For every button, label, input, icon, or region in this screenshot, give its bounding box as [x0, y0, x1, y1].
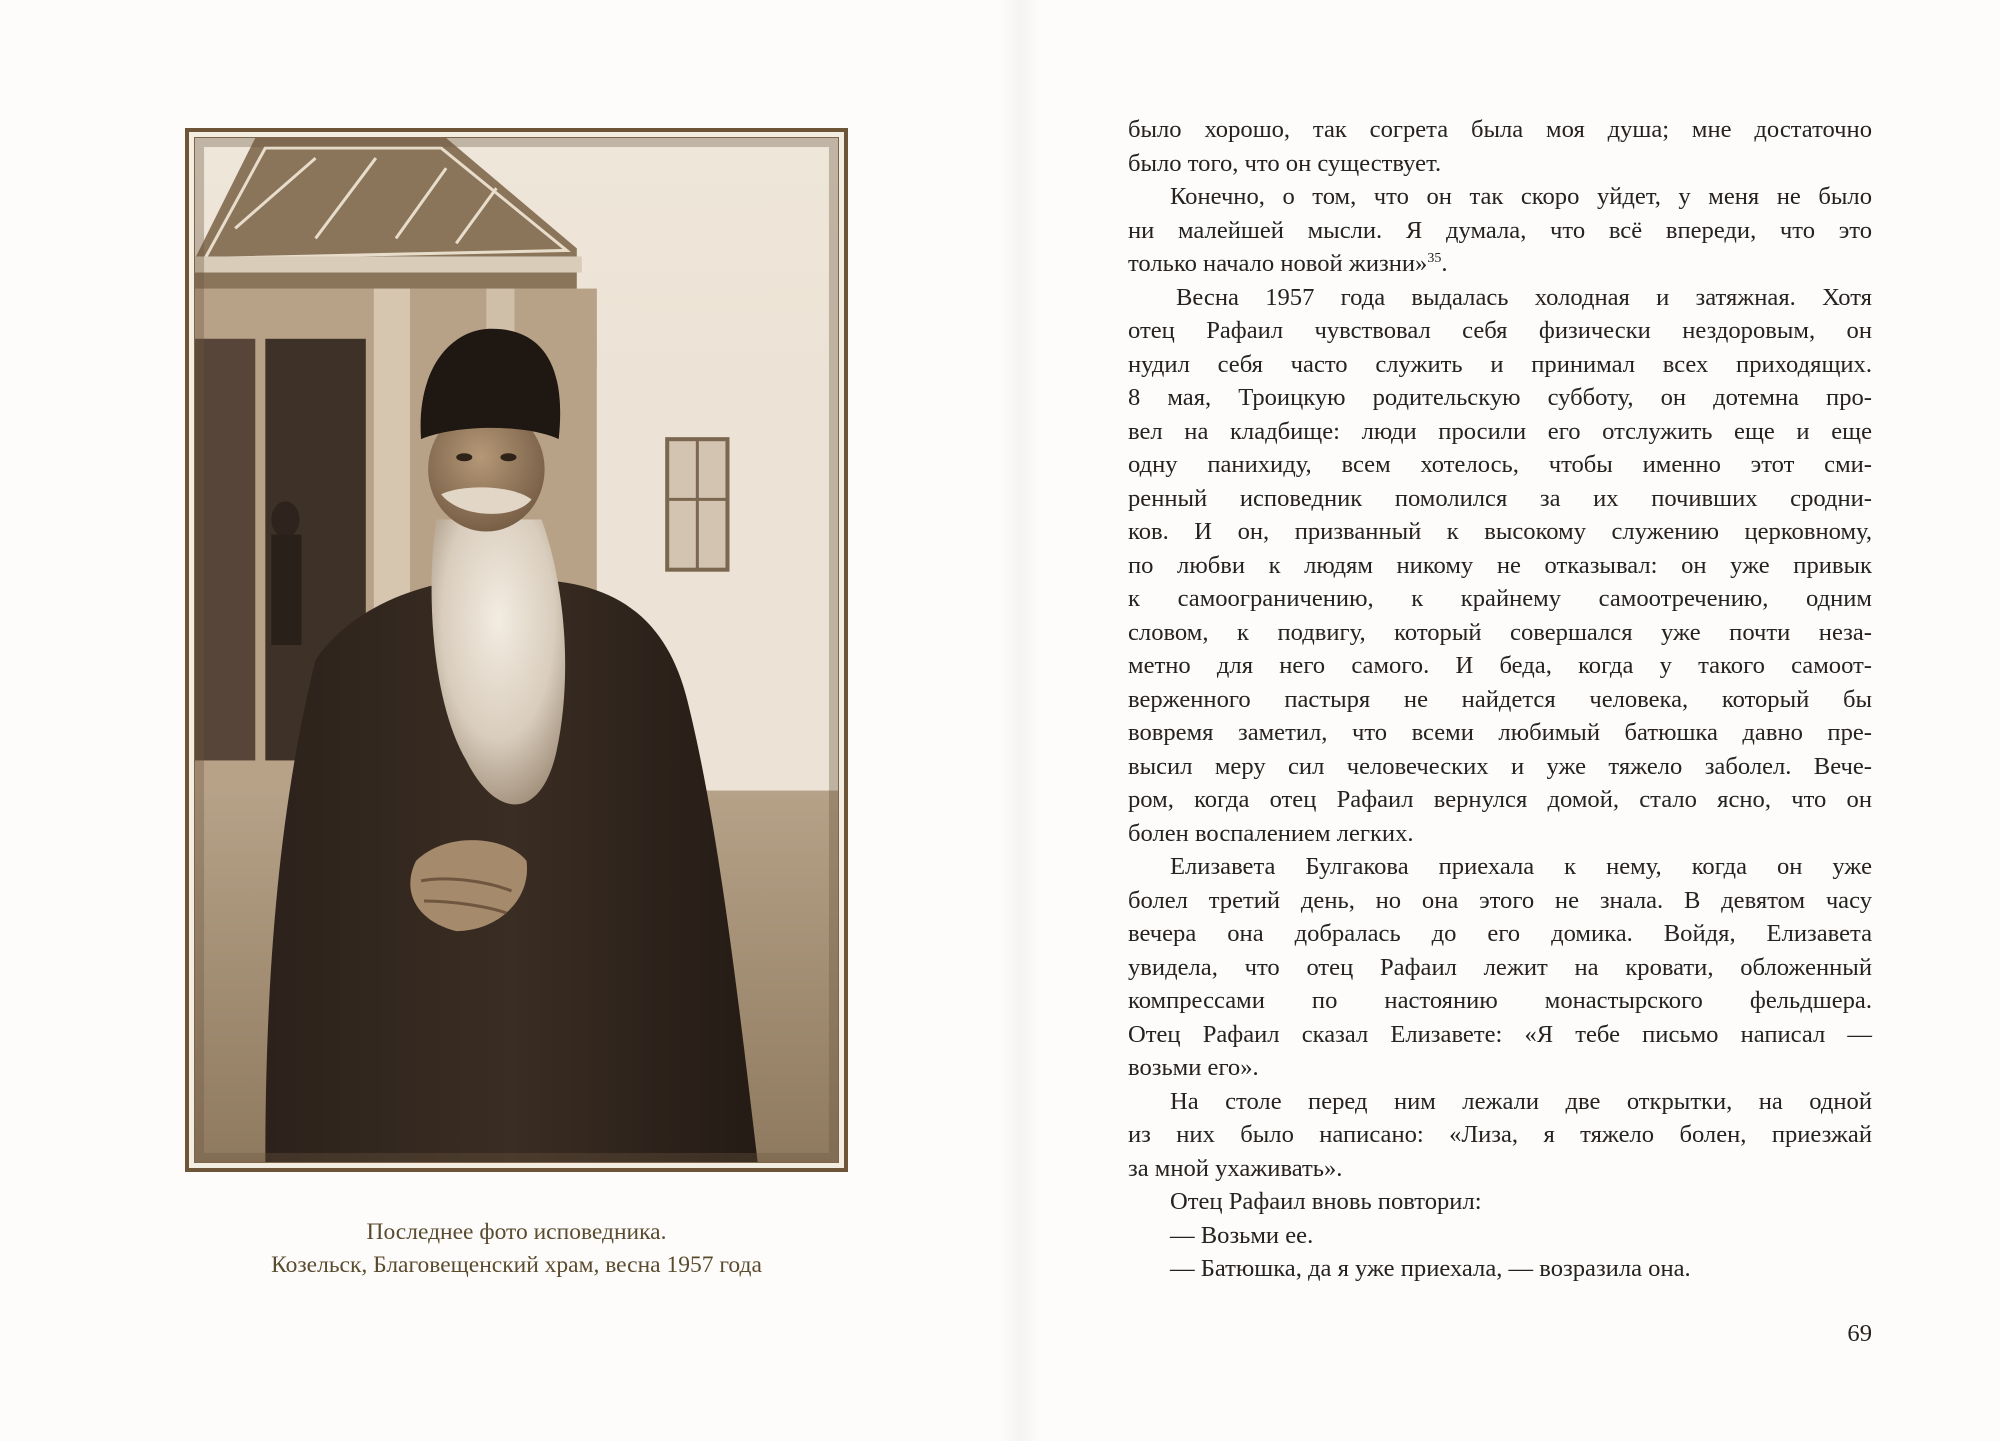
text-line: по любви к людям никому не отказывал: он уже привык — [1128, 551, 1872, 579]
text-line: вовремя заметил, что всеми любимый батюшка давно пре- — [1128, 719, 1872, 746]
text-line: отец Рафаил чувствовал себя физически нездоровым, он — [1128, 317, 1872, 344]
text-line: увидела, что отец Рафаил лежит на кровати, обложенный — [1128, 953, 1872, 981]
text-line: высил меру сил человеческих и уже тяжело заболел. Вече- — [1128, 752, 1872, 780]
photo-caption — [185, 1216, 848, 1282]
text-line: было того, что он существует. — [1128, 149, 1442, 177]
text-line: На столе перед ним лежали две открытки, на одной — [1170, 1087, 1872, 1115]
text-line: ренный исповедник помолился за их почивших сродни- — [1128, 484, 1872, 512]
text-line: вел на кладбище: люди просили его отслужить еще и еще — [1128, 417, 1872, 445]
text-line: Елизавета Булгакова приехала к нему, когда он уже — [1170, 853, 1872, 880]
text-line: одну панихиду, всем хотелось, чтобы именно этот сми- — [1128, 451, 1872, 478]
caption-line-1: Последнее фото исповедника. — [366, 1219, 667, 1245]
text-line: словом, к подвигу, который совершался уже почти неза- — [1128, 618, 1872, 646]
text-line: метно для него самого. И беда, когда у такого самоот- — [1128, 652, 1872, 679]
text-line: болел третий день, но она этого не знала. В девятом часу — [1128, 886, 1872, 914]
caption-line-2: Козельск, Благовещенский храм, весна 1957 года — [271, 1252, 762, 1278]
page-gutter — [1000, 0, 1040, 1441]
text-line: Отец Рафаил вновь повторил: — [1170, 1188, 1482, 1215]
monk-photo — [194, 137, 839, 1163]
text-line: Весна 1957 года выдалась холодная и затяжная. Хотя — [1176, 283, 1872, 311]
footnote-reference: 35 — [1427, 251, 1442, 266]
body-text — [1128, 113, 1872, 1286]
text-line: возьми его». — [1128, 1054, 1259, 1081]
text-line: ром, когда отец Рафаил вернулся домой, стало ясно, что он — [1128, 786, 1872, 813]
text-line: — Батюшка, да я уже приехала, — возразила она. — [1170, 1255, 1691, 1282]
text-line: Конечно, о том, что он так скоро уйдет, у меня не было — [1170, 183, 1872, 210]
text-line: ни малейшей мысли. Я думала, что всё впереди, что это — [1128, 216, 1872, 244]
text-line: — Возьми ее. — [1170, 1221, 1314, 1249]
text-line: компрессами по настоянию монастырского фельдшера. — [1128, 987, 1872, 1014]
text-line: верженного пастыря не найдется человека, который бы — [1128, 685, 1872, 713]
text-line: ков. И он, призванный к высокому служению церковному, — [1128, 518, 1872, 545]
text-line: 8 мая, Троицкую родительскую субботу, он дотемна про- — [1128, 384, 1872, 411]
photo-frame — [185, 128, 848, 1172]
photo-illustration — [195, 138, 838, 1162]
text-line: Отец Рафаил сказал Елизавете: «Я тебе письмо написал — — [1128, 1020, 1872, 1048]
text-line: нудил себя часто служить и принимал всех приходящих. — [1128, 350, 1872, 378]
text-line: только начало новой жизни»$^{35}$. — [1128, 250, 1448, 277]
text-line: за мной ухаживать». — [1128, 1154, 1343, 1182]
page-number: 69 — [1847, 1320, 1872, 1347]
text-line-content: только начало новой жизни» — [1128, 250, 1428, 277]
text-line: болен воспалением легких. — [1128, 819, 1414, 847]
text-line: было хорошо, так согрета была моя душа; мне достаточно — [1128, 116, 1872, 143]
text-line: из них было написано: «Лиза, я тяжело болен, приезжай — [1128, 1121, 1872, 1148]
text-line: вечера она добралась до его домика. Войдя, Елизавета — [1128, 920, 1872, 947]
text-line: к самоограничению, к крайнему самоотречению, одним — [1128, 585, 1872, 612]
